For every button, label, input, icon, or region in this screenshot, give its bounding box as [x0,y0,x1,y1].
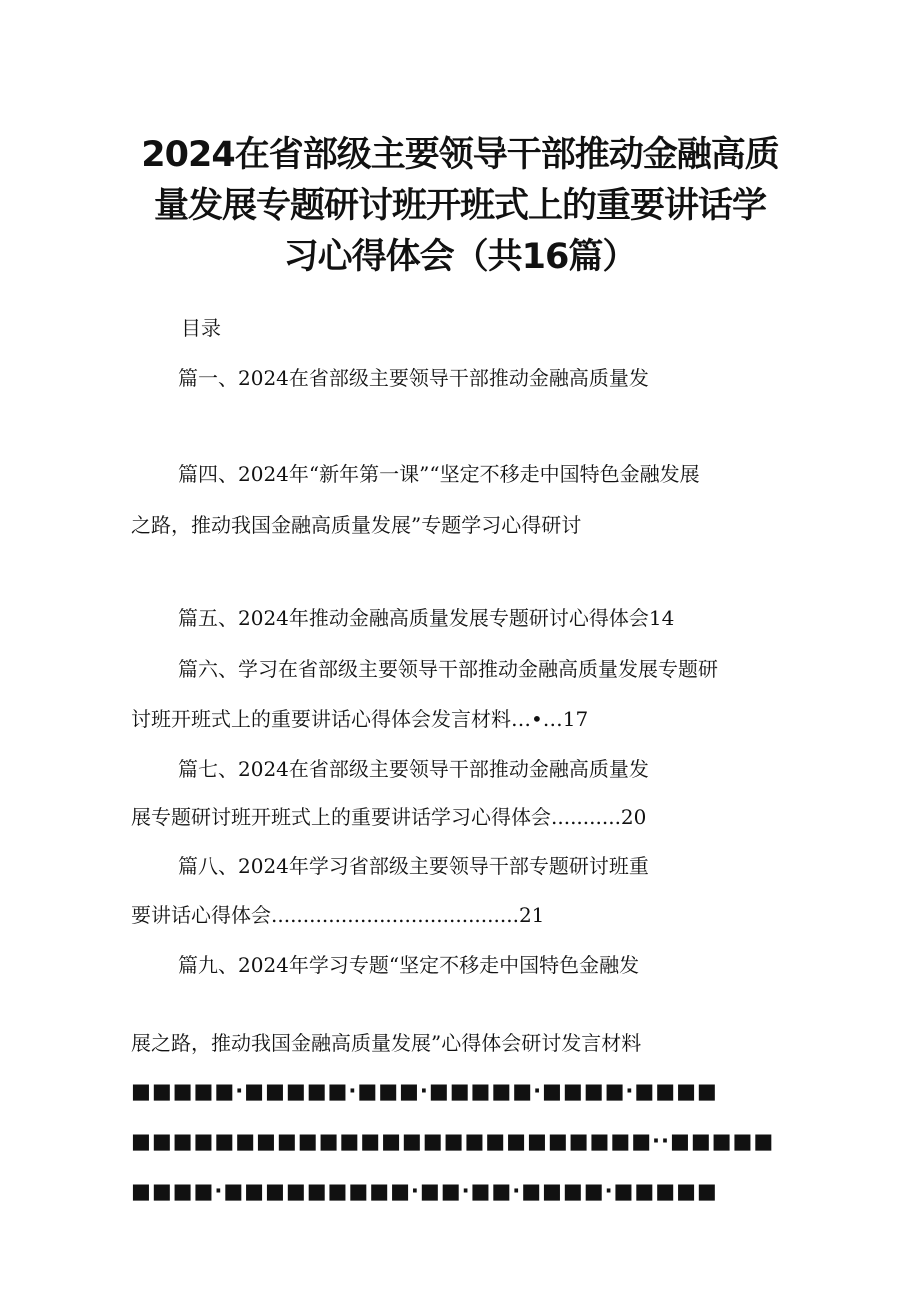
toc-entry-7-cont: 展专题研讨班开班式上的重要讲话学习心得体会...........20 [131,805,647,829]
toc-entry-5: 篇五、2024年推动金融高质量发展专题研讨心得体会14 [178,606,675,630]
toc-entry-8-cont: 要讲话心得体会.......................................21 [131,903,545,927]
title-line-2: 量发展专题研讨班开班式上的重要讲话学 [153,186,766,226]
redacted-line-3: ■■■■·■■■■■■■■■·■■·■■·■■■■·■■■■■ [131,1179,718,1203]
title-line-3: 习心得体会（共16篇） [283,237,637,277]
toc-entry-4: 篇四、2024年“新年第一课”“坚定不移走中国特色金融发展 [178,462,700,486]
toc-entry-4-cont: 之路，推动我国金融高质量发展”专题学习心得研讨 [131,513,582,537]
redacted-line-1: ■■■■■·■■■■■·■■■·■■■■■·■■■■·■■■■ [131,1079,718,1103]
redacted-line-2: ■■■■■■■■■■■■■■■■■■■■■■■■■··■■■■■ [131,1129,775,1153]
toc-entry-9-cont: 展之路，推动我国金融高质量发展”心得体会研讨发言材料 [131,1031,642,1055]
toc-heading: 目录 [181,316,221,340]
toc-entry-8: 篇八、2024年学习省部级主要领导干部专题研讨班重 [178,854,649,878]
toc-entry-6-cont: 讨班开班式上的重要讲话心得体会发言材料…•…17 [131,707,589,731]
document-title [0,130,920,283]
toc-entry-1: 篇一、2024在省部级主要领导干部推动金融高质量发 [178,366,649,390]
toc-entry-7: 篇七、2024在省部级主要领导干部推动金融高质量发 [178,757,649,781]
toc-entry-6: 篇六、学习在省部级主要领导干部推动金融高质量发展专题研 [178,657,718,681]
toc-entry-9: 篇九、2024年学习专题“坚定不移走中国特色金融发 [178,953,640,977]
title-line-1: 2024在省部级主要领导干部推动金融高质 [141,135,779,175]
